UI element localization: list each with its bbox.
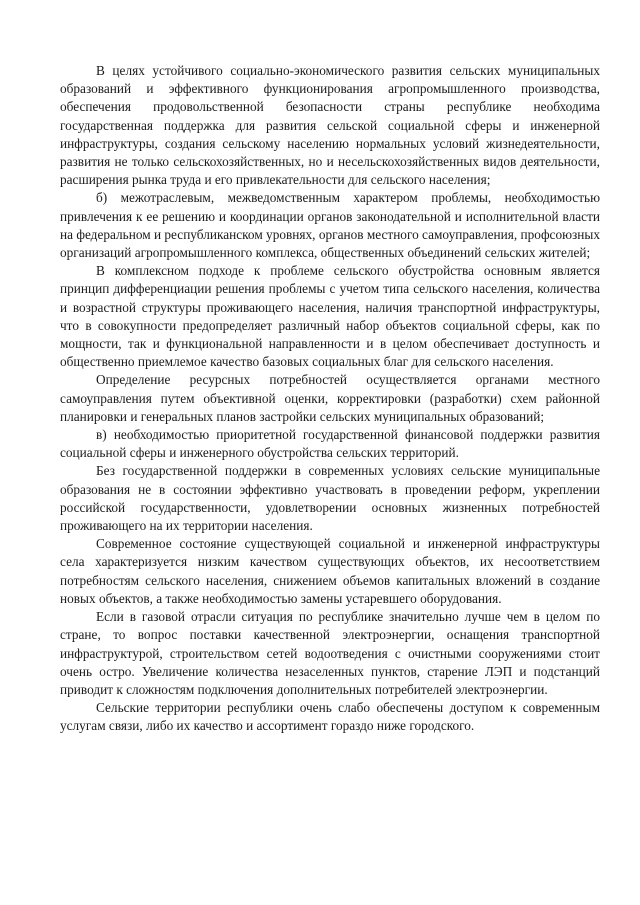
paragraph-gas-and-electricity: Если в газовой отрасли ситуация по республике значительно лучше чем в целом по стране, то вопрос поставки качественной электроэнергии, оснащения транспортной инфраструктурой, строительством сетей водоотведения с очистными сооружениями стоит очень остро. Увеличение количества незаселенных пунктов, старение ЛЭП и подстанций приводит к сложностям подключения дополнительных потребителей электроэнергии. xyxy=(60,609,600,697)
paragraph-resource-needs: Определение ресурсных потребностей осуществляется органами местного самоуправления путем объективной оценки, корректировки (разработки) схем районной планировки и генеральных планов застройки сельских муниципальных образований; xyxy=(60,372,600,424)
paragraph-communication-services: Сельские территории республики очень слабо обеспечены доступом к современным услугам связи, либо их качество и ассортимент гораздо ниже городского. xyxy=(60,700,600,734)
paragraph-state-financial-support: в) необходимостью приоритетной государственной финансовой поддержки развития социальной сферы и инженерного обустройства сельских территорий. xyxy=(60,427,600,461)
paragraph-infrastructure-state: Современное состояние существующей социальной и инженерной инфраструктуры села характеризуется низким качеством существующих объектов, их несоответствием потребностям сельского населения, снижением объемов капитальных вложений в создание новых объектов, а также необходимостью замены устаревшего оборудования. xyxy=(60,536,600,606)
paragraph-comprehensive-approach: В комплексном подходе к проблеме сельского обустройства основным является принцип дифференциации решения проблемы с учетом типа сельского населения, количества и возрастной структуры проживающего населения, наличия транспортной инфраструктуры, что в совокупности предопределяет различный набор объектов социальной сферы, как по мощности, так и функциональной направленности и в целом обеспечивает доступность и общественно приемлемое качество базовых социальных благ для сельского населения. xyxy=(60,263,600,370)
paragraph-without-state-support: Без государственной поддержки в современных условиях сельские муниципальные образования не в состоянии эффективно участвовать в проведении реформ, укреплении российской государственности, удовлетворении основных жизненных потребностей проживающего на их территории населения. xyxy=(60,463,600,534)
paragraph-interagency-nature: б) межотраслевым, межведомственным характером проблемы, необходимостью привлечения к ее решению и координации органов законодательной и исполнительной власти на федеральном и республиканском уровнях, органов местного самоуправления, профсоюзных организаций агропромышленного комплекса, общественных объединений сельских жителей; xyxy=(60,190,600,261)
document-page xyxy=(60,62,600,736)
paragraph-sustainable-development: В целях устойчивого социально-экономического развития сельских муниципальных образований и эффективного функционирования агропромышленного производства, обеспечения продовольственной безопасности страны республике необходима государственная поддержка для развития сельской социальной сферы и инженерной инфраструктуры, создания сельскому населению нормальных условий жизнедеятельности, развития не только сельскохозяйственных, но и несельскохозяйственных видов деятельности, расширения рынка труда и его привлекательности для сельского населения; xyxy=(60,63,600,188)
